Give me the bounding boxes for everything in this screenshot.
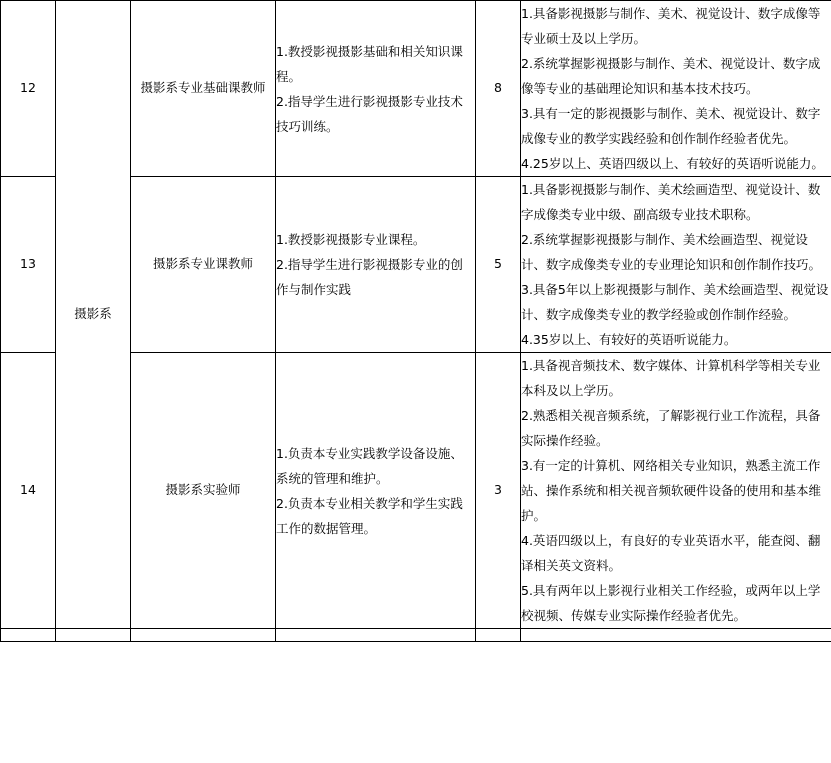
post-duties <box>276 1 476 177</box>
headcount: 3 <box>476 353 521 629</box>
requirement-line: 1.具备影视摄影与制作、美术绘画造型、视觉设计、数字成像类专业中级、副高级专业技术职称。 <box>521 182 821 222</box>
post-duties <box>276 353 476 629</box>
row-number: 14 <box>1 353 56 629</box>
requirement-line: 4.25岁以上、英语四级以上、有较好的英语听说能力。 <box>521 156 824 171</box>
post-name: 摄影系专业课教师 <box>131 177 276 353</box>
headcount-partial <box>476 629 521 642</box>
post-name-partial <box>131 629 276 642</box>
requirement-line: 3.具有一定的影视摄影与制作、美术、视觉设计、数字成像专业的教学实践经验和创作制作经验者优先。 <box>521 106 821 146</box>
department-cell: 摄影系 <box>56 1 131 629</box>
duty-line: 1.教授影视摄影基础和相关知识课程。 <box>276 43 463 84</box>
requirement-line: 1.具备影视摄影与制作、美术、视觉设计、数字成像等专业硕士及以上学历。 <box>521 6 821 46</box>
post-duties-partial <box>276 629 476 642</box>
requirement-line: 2.系统掌握影视摄影与制作、美术、视觉设计、数字成像等专业的基础理论知识和基本技术技巧。 <box>521 56 821 96</box>
post-duties <box>276 177 476 353</box>
duty-line: 2.负责本专业相关教学和学生实践工作的数据管理。 <box>276 495 463 536</box>
row-number: 12 <box>1 1 56 177</box>
duty-line: 2.指导学生进行影视摄影专业技术技巧训练。 <box>276 93 463 134</box>
duty-line: 1.教授影视摄影专业课程。 <box>276 232 426 247</box>
requirement-line: 4.英语四级以上，有良好的专业英语水平，能查阅、翻译相关英文资料。 <box>521 533 821 573</box>
duty-line: 2.指导学生进行影视摄影专业的创作与制作实践 <box>276 257 463 297</box>
requirement-line: 2.系统掌握影视摄影与制作、美术绘画造型、视觉设计、数字成像类专业的专业理论知识和创作制作技巧。 <box>521 232 822 272</box>
duty-line: 1.负责本专业实践教学设备设施、系统的管理和维护。 <box>276 445 463 486</box>
department-cell-partial <box>56 629 131 642</box>
row-number-partial <box>1 629 56 642</box>
requirement-line: 4.35岁以上、有较好的英语听说能力。 <box>521 332 737 347</box>
requirement-line: 3.有一定的计算机、网络相关专业知识，熟悉主流工作站、操作系统和相关视音频软硬件设备的使用和基本维护。 <box>521 458 822 523</box>
headcount: 5 <box>476 177 521 353</box>
headcount: 8 <box>476 1 521 177</box>
post-name: 摄影系专业基础课教师 <box>131 1 276 177</box>
post-requirements-partial <box>521 629 831 642</box>
requirement-line: 5.具有两年以上影视行业相关工作经验，或两年以上学校视频、传媒专业实际操作经验者优先。 <box>521 583 821 623</box>
post-requirements <box>521 177 831 353</box>
post-name: 摄影系实验师 <box>131 353 276 629</box>
row-number: 13 <box>1 177 56 353</box>
requirement-line: 1.具备视音频技术、数字媒体、计算机科学等相关专业本科及以上学历。 <box>521 358 821 398</box>
post-requirements <box>521 1 831 177</box>
table-row-partial <box>1 629 831 642</box>
requirement-line: 3.具备5年以上影视摄影与制作、美术绘画造型、视觉设计、数字成像类专业的教学经验或创作制作经验。 <box>521 282 829 322</box>
post-requirements <box>521 353 831 629</box>
table-row <box>1 1 831 177</box>
requirement-line: 2.熟悉相关视音频系统，了解影视行业工作流程，具备实际操作经验。 <box>521 408 821 448</box>
